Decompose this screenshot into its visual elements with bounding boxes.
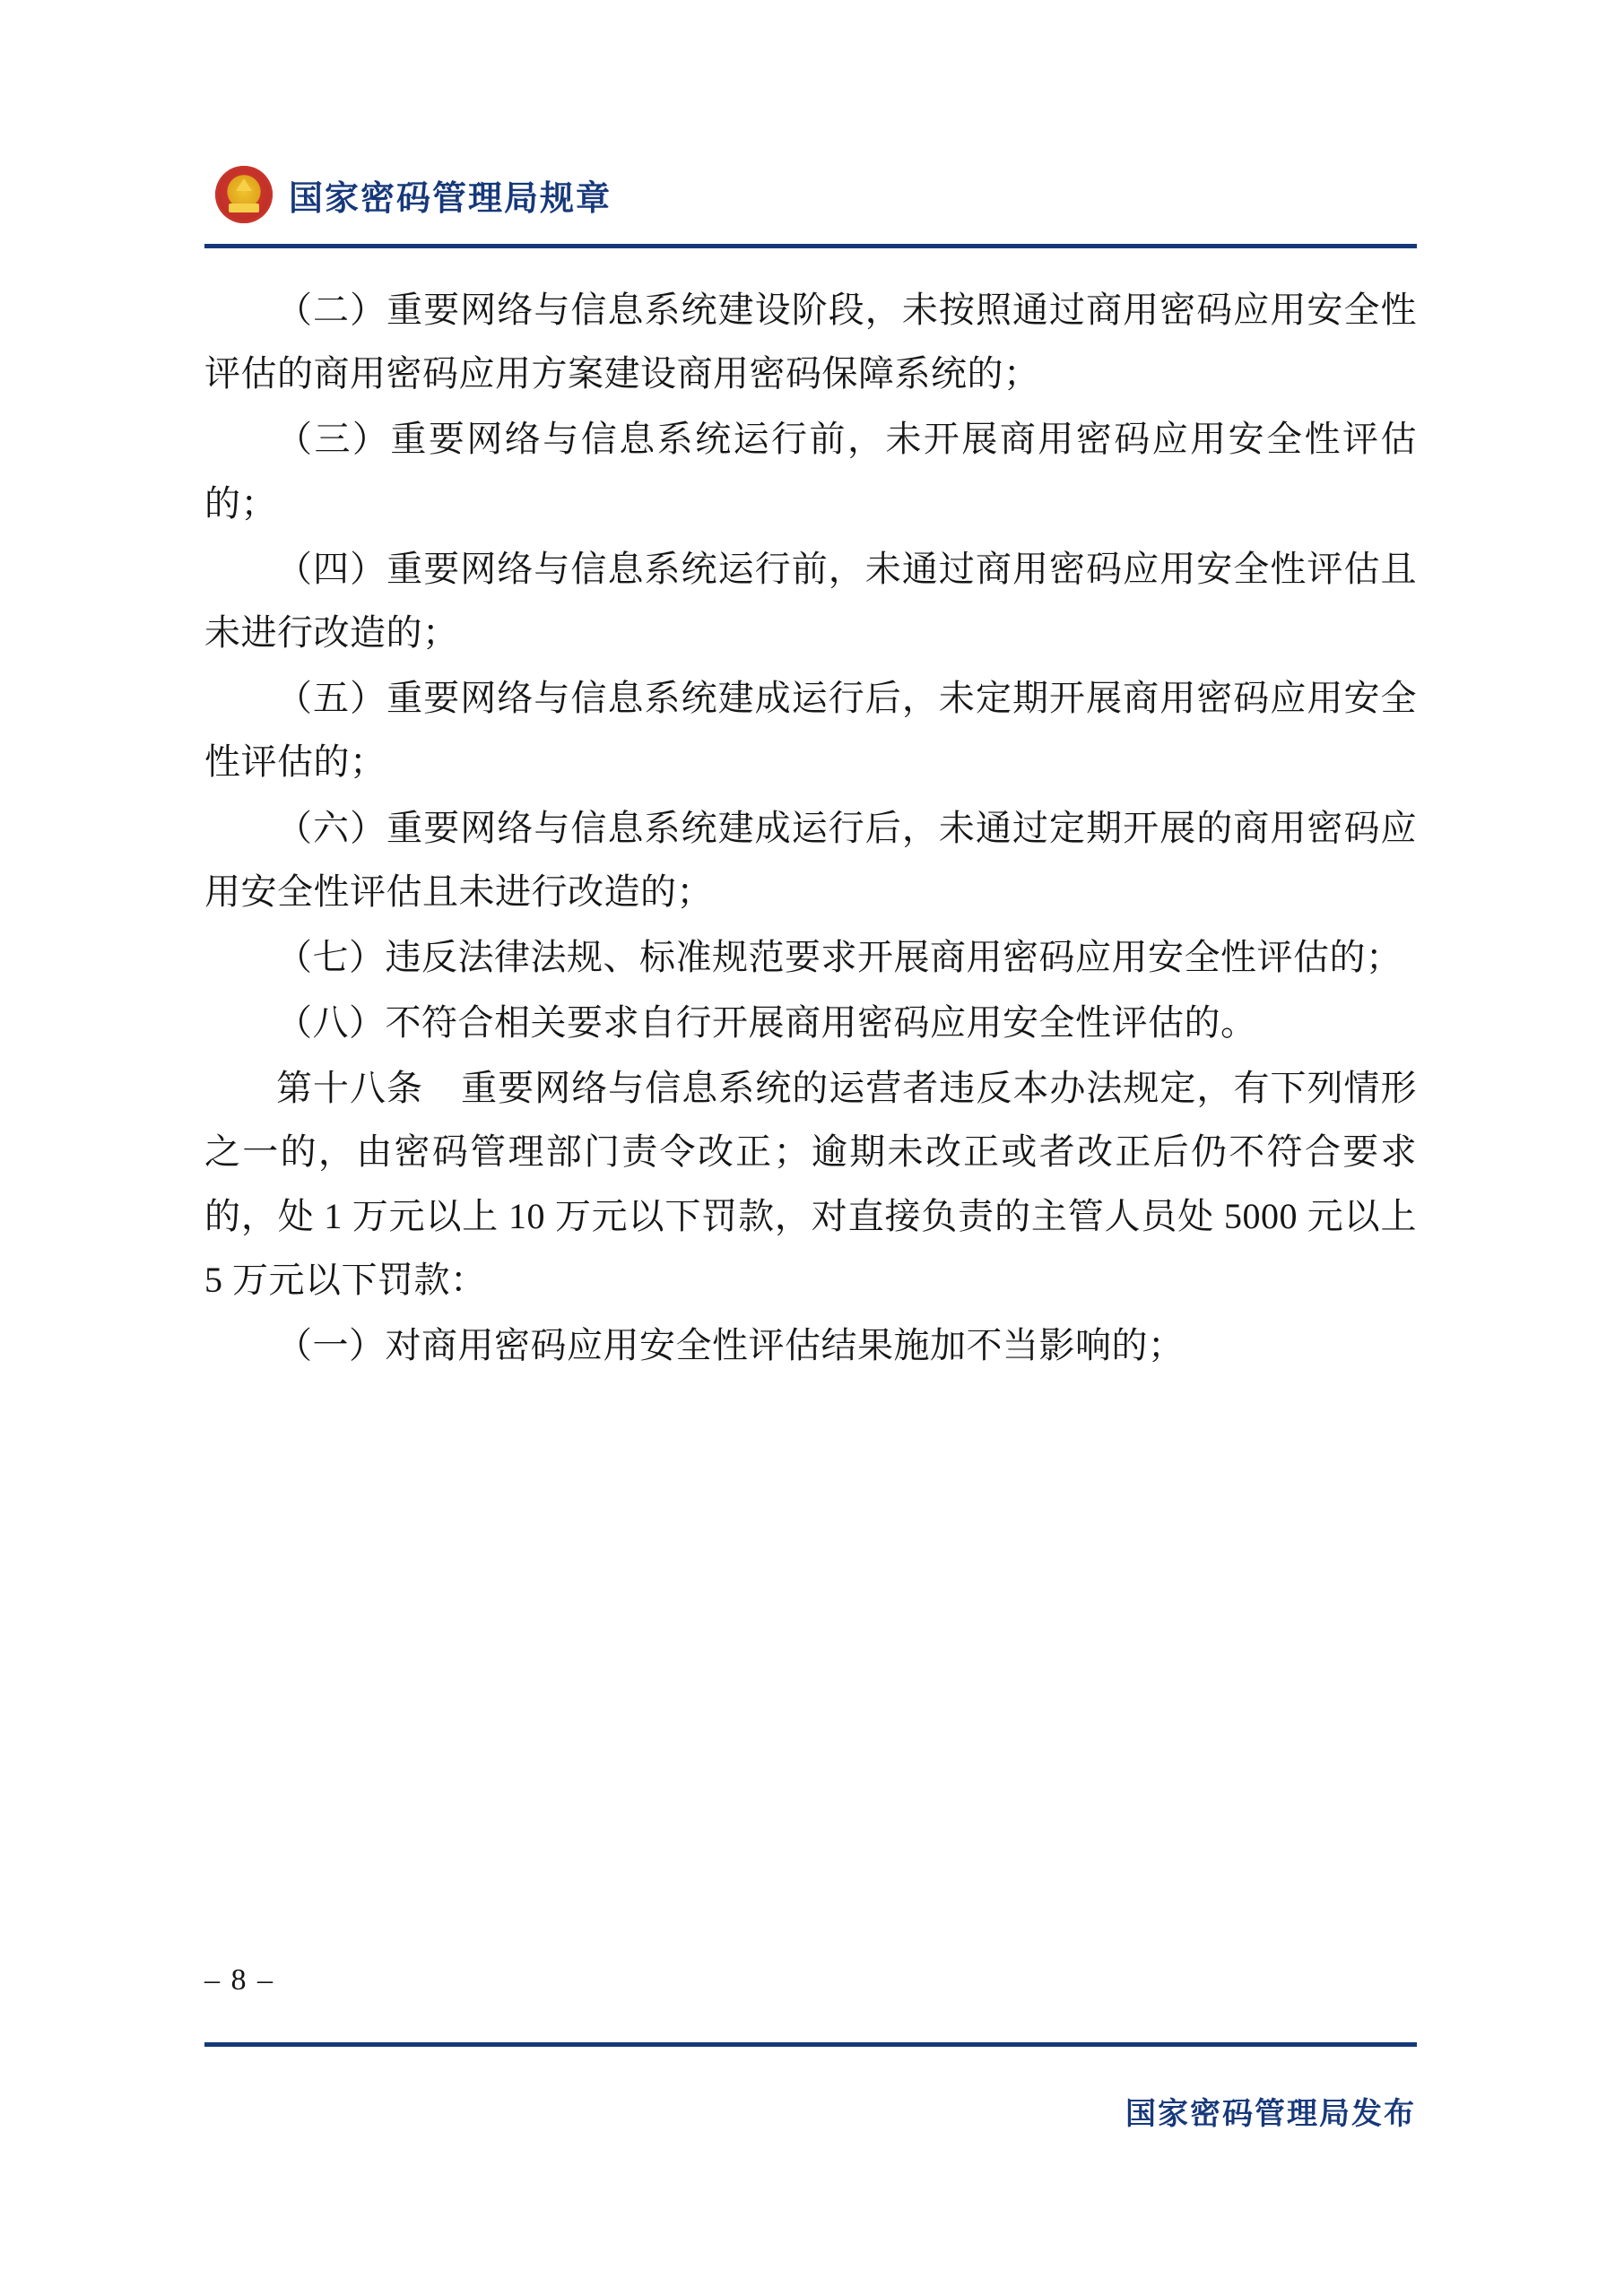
national-emblem-icon	[215, 166, 273, 223]
clause-paragraph: （六）重要网络与信息系统建成运行后，未通过定期开展的商用密码应用安全性评估且未进行改造的；	[204, 807, 1417, 912]
publisher-label: 国家密码管理局发布	[1125, 2097, 1416, 2131]
header-divider	[204, 244, 1417, 248]
clause-paragraph: （一）对商用密码应用安全性评估结果施加不当影响的；	[276, 1325, 1185, 1365]
clause-paragraph: （四）重要网络与信息系统运行前，未通过商用密码应用安全性评估且未进行改造的；	[204, 548, 1417, 653]
page-header	[215, 166, 612, 223]
clause-paragraph: （二）重要网络与信息系统建设阶段，未按照通过商用密码应用安全性评估的商用密码应用方案建设商用密码保障系统的；	[204, 290, 1417, 394]
page-number: – 8 –	[204, 1963, 274, 1997]
clause-paragraph: （三）重要网络与信息系统运行前，未开展商用密码应用安全性评估的；	[204, 419, 1417, 524]
clause-paragraph: （七）违反法律法规、标准规范要求开展商用密码应用安全性评估的；	[276, 936, 1403, 977]
article-text: 重要网络与信息系统的运营者违反本办法规定，有下列情形之一的，由密码管理部门责令改正；逾期未改正或者改正后仍不符合要求的，处 1 万元以上 10 万元以下罚款，对直接负责的主管人员处 5000 元以上 5 万元以下罚款：	[204, 1068, 1418, 1300]
article-number: 第十八条	[276, 1068, 424, 1109]
clause-paragraph: （八）不符合相关要求自行开展商用密码应用安全性评估的。	[276, 1002, 1257, 1044]
document-body	[204, 278, 1417, 1379]
clause-paragraph: （五）重要网络与信息系统建成运行后，未定期开展商用密码应用安全性评估的；	[204, 678, 1417, 783]
article-paragraph	[204, 1056, 1417, 1312]
header-title: 国家密码管理局规章	[289, 179, 612, 218]
footer-divider	[204, 2042, 1417, 2047]
